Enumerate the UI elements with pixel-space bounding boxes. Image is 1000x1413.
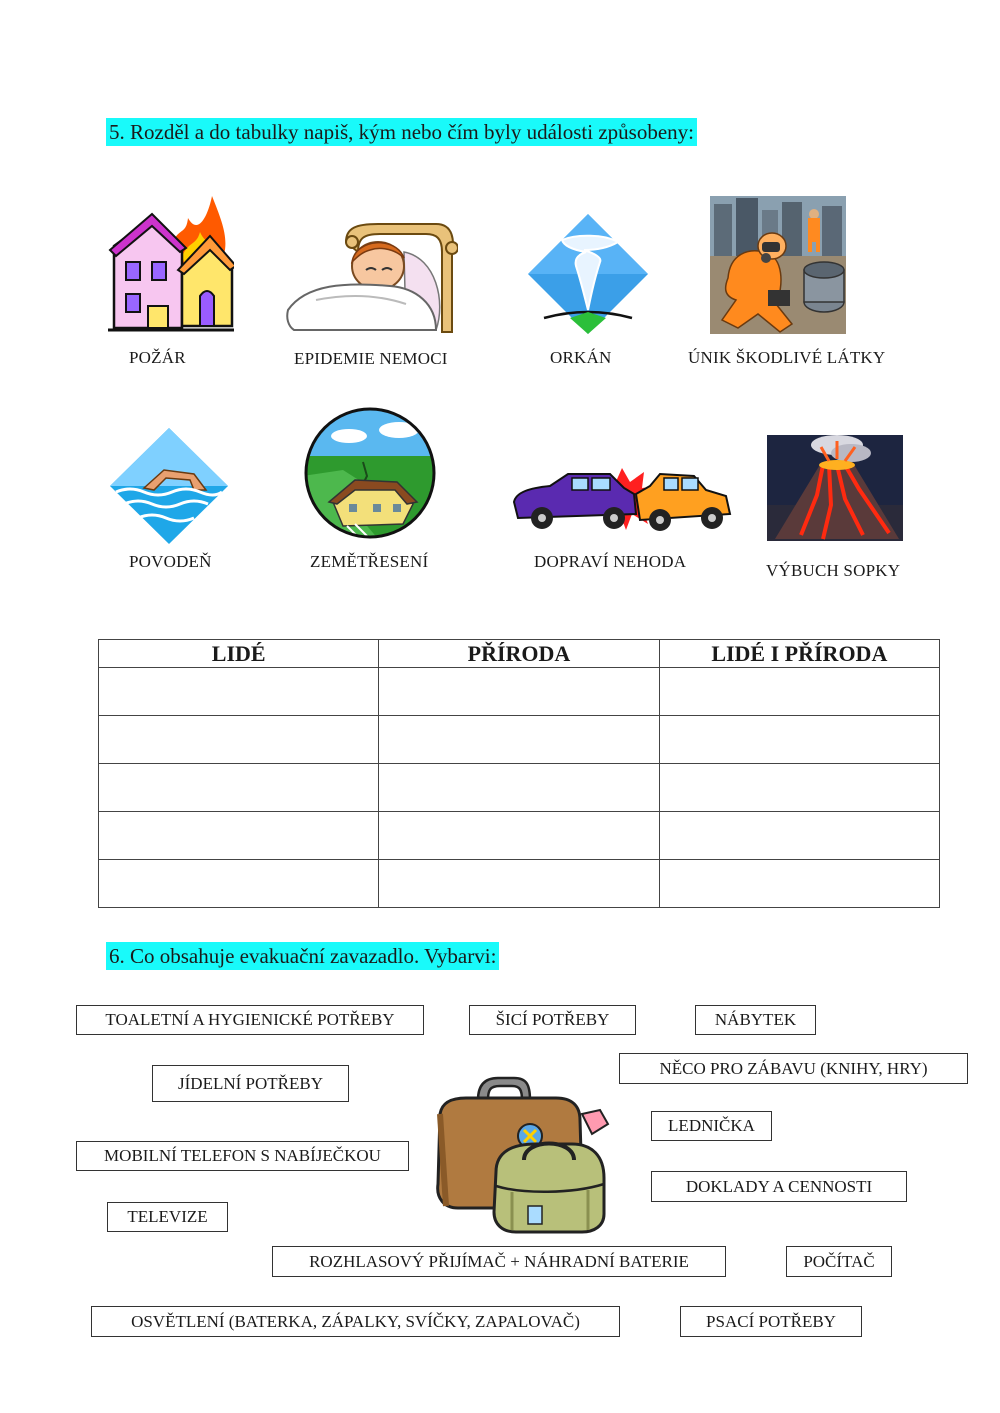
table-row: [99, 668, 940, 716]
item-entertainment[interactable]: NĚCO PRO ZÁBAVU (KNIHY, HRY): [619, 1053, 968, 1084]
column-header-nature: PŘÍRODA: [379, 640, 659, 668]
answer-cell[interactable]: [659, 812, 939, 860]
event-caption-hurricane: ORKÁN: [550, 348, 612, 367]
item-mobile-phone-charger[interactable]: MOBILNÍ TELEFON S NABÍJEČKOU: [76, 1141, 409, 1171]
sorting-table: [98, 639, 940, 908]
answer-cell[interactable]: [99, 812, 379, 860]
flooded-house-icon: [110, 428, 228, 544]
event-caption-epidemic: EPIDEMIE NEMOCI: [294, 349, 448, 368]
event-caption-hazardous-leak: ÚNIK ŠKODLIVÉ LÁTKY: [688, 348, 886, 367]
table-row: [99, 764, 940, 812]
answer-cell[interactable]: [659, 860, 939, 908]
answer-cell[interactable]: [99, 860, 379, 908]
item-eating-utensils[interactable]: JÍDELNÍ POTŘEBY: [152, 1065, 349, 1102]
table-header-row: [99, 640, 940, 668]
item-fridge[interactable]: LEDNIČKA: [651, 1111, 772, 1141]
hazmat-worker-icon: [710, 196, 846, 334]
item-writing-supplies[interactable]: PSACÍ POTŘEBY: [680, 1306, 862, 1337]
task5-heading: 5. Rozděl a do tabulky napiš, kým nebo čím byly události způsobeny:: [106, 118, 697, 146]
sick-person-in-bed-icon: [286, 222, 458, 334]
earthquake-house-icon: [303, 406, 437, 540]
item-computer[interactable]: POČÍTAČ: [786, 1246, 892, 1277]
luggage-icon: [432, 1074, 614, 1234]
item-documents-valuables[interactable]: DOKLADY A CENNOSTI: [651, 1171, 907, 1202]
event-caption-earthquake: ZEMĚTŘESENÍ: [310, 552, 429, 571]
answer-cell[interactable]: [99, 716, 379, 764]
answer-cell[interactable]: [659, 716, 939, 764]
item-radio-batteries[interactable]: ROZHLASOVÝ PŘIJÍMAČ + NÁHRADNÍ BATERIE: [272, 1246, 726, 1277]
item-television[interactable]: TELEVIZE: [107, 1202, 228, 1232]
answer-cell[interactable]: [379, 812, 659, 860]
item-furniture[interactable]: NÁBYTEK: [695, 1005, 816, 1035]
event-caption-volcano-eruption: VÝBUCH SOPKY: [766, 561, 901, 580]
answer-cell[interactable]: [379, 764, 659, 812]
answer-cell[interactable]: [659, 668, 939, 716]
car-crash-icon: [510, 464, 736, 538]
table-row: [99, 812, 940, 860]
tornado-icon: [526, 214, 650, 336]
erupting-volcano-icon: [767, 435, 903, 541]
column-header-people: LIDÉ: [99, 640, 379, 668]
answer-cell[interactable]: [99, 668, 379, 716]
item-sewing-kit[interactable]: ŠICÍ POTŘEBY: [469, 1005, 636, 1035]
answer-cell[interactable]: [659, 764, 939, 812]
table-row: [99, 860, 940, 908]
event-caption-flood: POVODEŇ: [129, 552, 212, 571]
answer-cell[interactable]: [379, 860, 659, 908]
answer-cell[interactable]: [379, 716, 659, 764]
task6-heading: 6. Co obsahuje evakuační zavazadlo. Vybarvi:: [106, 942, 499, 970]
item-lighting[interactable]: OSVĚTLENÍ (BATERKA, ZÁPALKY, SVÍČKY, ZAPALOVAČ): [91, 1306, 620, 1337]
item-toiletries[interactable]: TOALETNÍ A HYGIENICKÉ POTŘEBY: [76, 1005, 424, 1035]
burning-house-icon: [108, 196, 234, 334]
answer-cell[interactable]: [99, 764, 379, 812]
event-caption-fire: POŽÁR: [129, 348, 186, 367]
table-row: [99, 716, 940, 764]
column-header-people-and-nature: LIDÉ I PŘÍRODA: [659, 640, 939, 668]
event-caption-traffic-accident: DOPRAVÍ NEHODA: [534, 552, 687, 571]
answer-cell[interactable]: [379, 668, 659, 716]
